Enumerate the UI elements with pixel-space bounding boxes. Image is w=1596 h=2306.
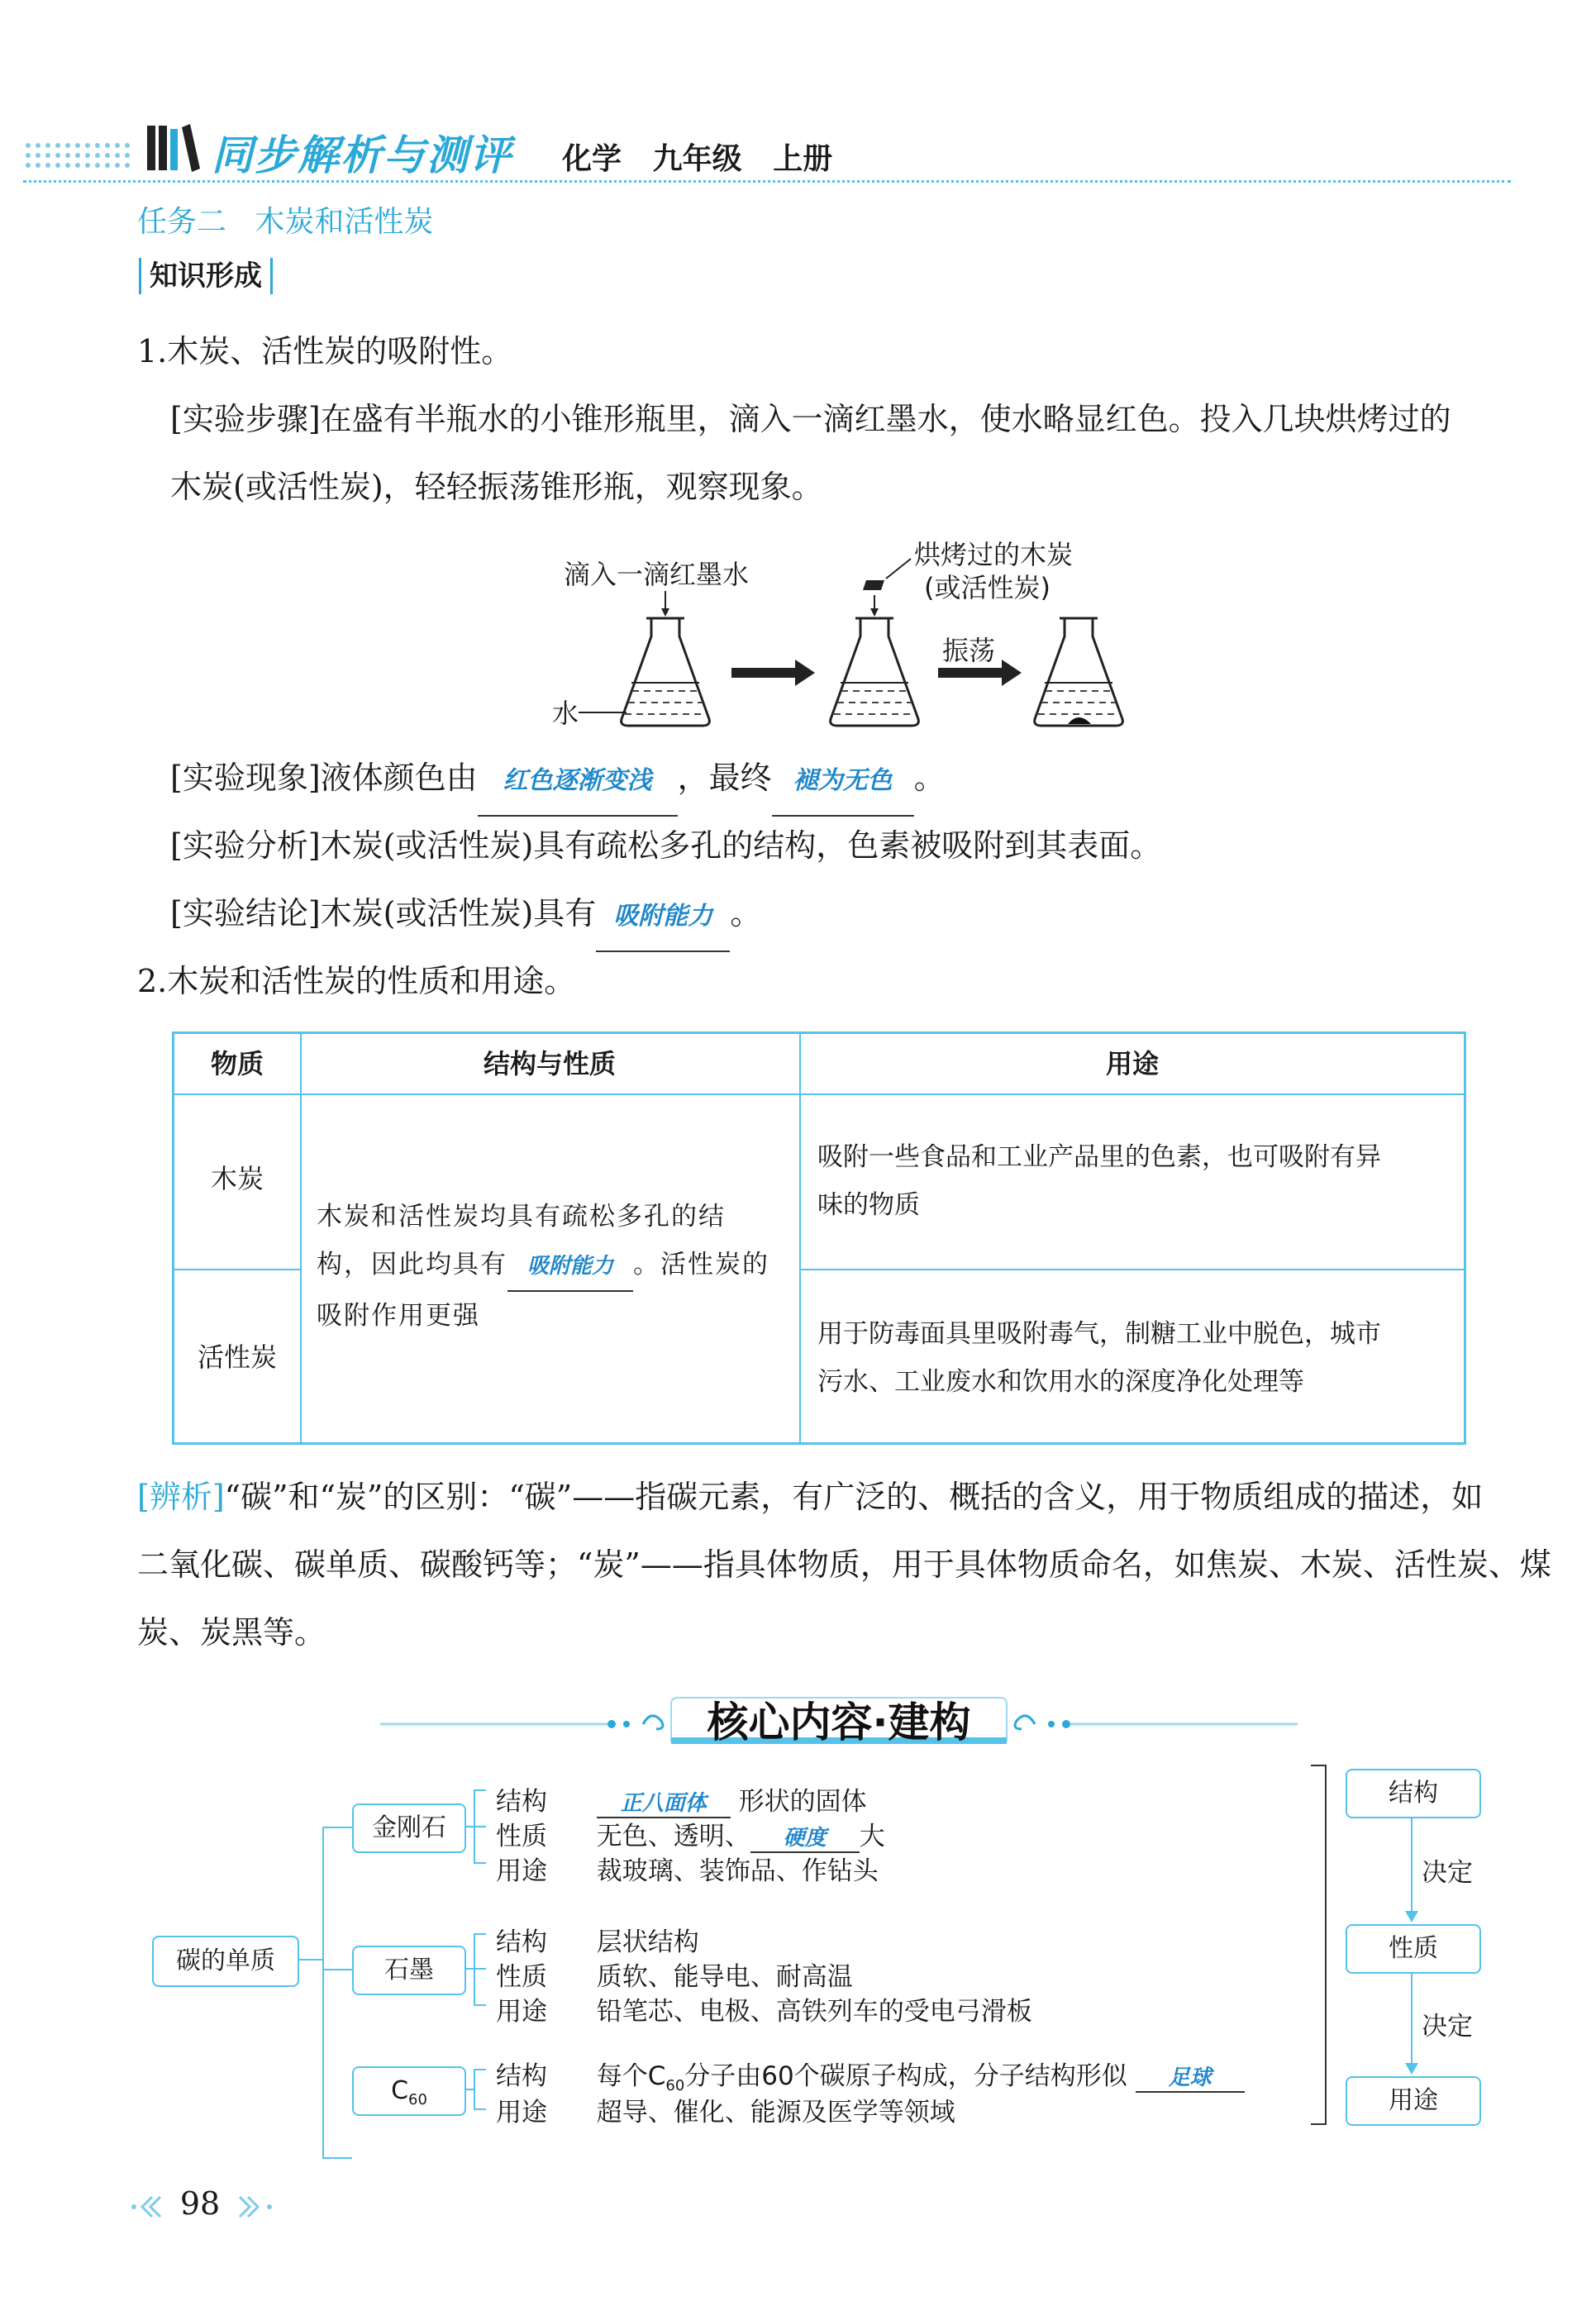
graphite-property: 性质 质软、能导电、耐高温	[496, 1962, 853, 1992]
graphite-use: 用途 铅笔芯、电极、高铁列车的受电弓滑板	[496, 1997, 1032, 2027]
table-col-divider-2	[799, 1034, 801, 1442]
diamond-bracket	[465, 1784, 498, 1866]
experiment-figure	[529, 529, 1157, 736]
trunk-vertical	[322, 1827, 324, 2159]
node-diamond: 金刚石	[352, 1803, 466, 1853]
concept-map	[149, 1760, 1496, 2141]
chain-box-structure: 结构	[1346, 1769, 1481, 1818]
phenomenon-mid: ，最终	[677, 760, 772, 796]
note-line1: [辨析]“碳”和“炭”的区别：“碳”——指碳元素，有广泛的、概括的含义，用于物质组成的描述，如	[137, 1479, 1484, 1515]
table-cell-charcoal: 木炭	[210, 1163, 264, 1194]
phenomenon-suffix: 。	[913, 760, 946, 796]
table-cell-activated-carbon-use: 用于防毒面具里吸附毒气，制糖工业中脱色，城市 污水、工业废水和饮用水的深度净化处理等	[817, 1319, 1381, 1397]
core-banner-title: 核心内容·建构	[707, 1699, 971, 1746]
experiment-phenomenon	[170, 744, 946, 817]
table-header-use: 用途	[1105, 1048, 1159, 1079]
chain-decides-2: 决定	[1422, 2012, 1473, 2042]
node-graphite: 石墨	[352, 1946, 466, 1995]
shared-property-answer[interactable]: 吸附能力	[507, 1242, 633, 1292]
flask-3-icon	[1035, 618, 1123, 726]
shared-property-line1: 木炭和活性炭均具有疏松多孔的结	[317, 1202, 726, 1232]
experiment-analysis: [实验分析]木炭(或活性炭)具有疏松多孔的结构，色素被吸附到其表面。	[170, 827, 1162, 864]
section-tag-label: 知识形成	[150, 260, 262, 293]
header-dots-decoration	[23, 139, 139, 169]
c60-structure: 结构 每个$C_{60}$分子由60个碳原子构成，分子结构形似 足球	[496, 2055, 1245, 2094]
books-logo-icon	[145, 121, 203, 174]
chain-arrow-2-shaft	[1411, 1972, 1413, 2070]
note-line2: 二氧化碳、碳单质、碳酸钙等；“炭”——指具体物质，用于具体物质命名，如焦炭、木炭、活性炭、煤	[137, 1546, 1551, 1583]
experiment-steps-line1: [实验步骤]在盛有半瓶水的小锥形瓶里，滴入一滴红墨水，使水略显红色。投入几块烘烤过的	[170, 401, 1451, 437]
experiment-steps-line2: 木炭(或活性炭)，轻轻振荡锥形瓶，观察现象。	[170, 469, 823, 505]
graphite-bracket	[465, 1929, 498, 2012]
diamond-structure: 结构 正八面体 形状的固体	[496, 1787, 867, 1817]
c60-bracket	[465, 2065, 498, 2123]
root-connector	[298, 1959, 322, 1961]
table-cell-shared-property	[317, 1193, 789, 1340]
c60-structure-answer[interactable]: 足球	[1136, 2061, 1245, 2093]
item1-heading: 1.木炭、活性炭的吸附性。	[137, 333, 513, 369]
chain-decides-1: 决定	[1422, 1858, 1473, 1888]
flask-1-icon	[622, 618, 710, 726]
phenomenon-answer-1[interactable]: 红色逐渐变浅	[478, 747, 678, 817]
chain-arrow-1-shaft	[1411, 1817, 1413, 1918]
diamond-property: 性质 无色、透明、 硬度 大	[496, 1822, 885, 1851]
table-cell-charcoal-use: 吸附一些食品和工业产品里的色素，也可吸附有异 味的物质	[817, 1142, 1381, 1220]
section-tag	[139, 258, 273, 294]
shared-property-line2: 构，因此均具有 吸附能力 。活性炭的	[317, 1241, 789, 1292]
properties-table	[172, 1032, 1466, 1445]
page-number: 98	[179, 2185, 221, 2222]
diamond-use: 用途 裁玻璃、装饰品、作钻头	[496, 1856, 879, 1886]
chain-box-property: 性质	[1346, 1924, 1481, 1974]
branch-diamond	[322, 1827, 352, 1828]
phenomenon-prefix: [实验现象]液体颜色由	[170, 760, 478, 796]
flasks-diagram	[529, 529, 1157, 736]
flask-2-icon	[831, 618, 919, 726]
chain-box-use: 用途	[1346, 2076, 1481, 2126]
note-label: [辨析]	[137, 1479, 225, 1515]
note-line3: 炭、炭黑等。	[137, 1614, 326, 1651]
chain-arrow-2-head	[1405, 2063, 1418, 2075]
table-header-divider	[174, 1093, 1464, 1095]
header	[0, 116, 1596, 190]
root-box-carbon-elements: 碳的单质	[152, 1936, 299, 1987]
diamond-property-answer[interactable]: 硬度	[750, 1821, 860, 1853]
header-divider	[23, 180, 1511, 183]
c60-use: 用途 超导、催化、能源及医学等领域	[496, 2098, 955, 2127]
branch-c60	[322, 2157, 352, 2159]
graphite-structure: 结构 层状结构	[496, 1927, 699, 1957]
table-row-divider-left	[174, 1269, 300, 1270]
chain-left-bracket	[1306, 1760, 1339, 2141]
branch-graphite	[322, 1969, 352, 1970]
core-banner	[364, 1686, 1314, 1752]
conclusion-prefix: [实验结论]木炭(或活性炭)具有	[170, 895, 597, 931]
diamond-structure-answer[interactable]: 正八面体	[597, 1786, 731, 1818]
book-subject-grade: 化学 九年级 上册	[562, 142, 833, 176]
item2-heading: 2.木炭和活性炭的性质和用途。	[137, 963, 576, 999]
shared-property-line3: 吸附作用更强	[317, 1301, 480, 1331]
table-row-divider-right	[799, 1269, 1465, 1270]
phenomenon-answer-2[interactable]: 褪为无色	[772, 747, 914, 817]
label-shake: 振荡	[942, 635, 996, 666]
label-baked-charcoal: 烘烤过的木炭	[914, 539, 1074, 570]
chain-arrow-1-head	[1405, 1911, 1418, 1922]
book-series-title: 同步解析与测评	[212, 131, 512, 179]
node-c60: $C_{60}$	[352, 2066, 466, 2116]
label-drop-red-ink: 滴入一滴红墨水	[564, 559, 750, 590]
experiment-conclusion	[170, 879, 761, 952]
table-cell-activated-carbon: 活性炭	[197, 1341, 277, 1373]
conclusion-answer[interactable]: 吸附能力	[596, 883, 730, 952]
page-number-area	[124, 2182, 289, 2232]
label-or-activated-carbon: (或活性炭)	[924, 572, 1051, 603]
table-header-substance: 物质	[210, 1048, 264, 1079]
table-col-divider-1	[300, 1034, 302, 1442]
label-water: 水	[552, 698, 579, 729]
conclusion-suffix: 。	[730, 895, 762, 931]
task-title: 任务二 木炭和活性炭	[137, 205, 434, 239]
table-header-structure-property: 结构与性质	[483, 1048, 616, 1079]
